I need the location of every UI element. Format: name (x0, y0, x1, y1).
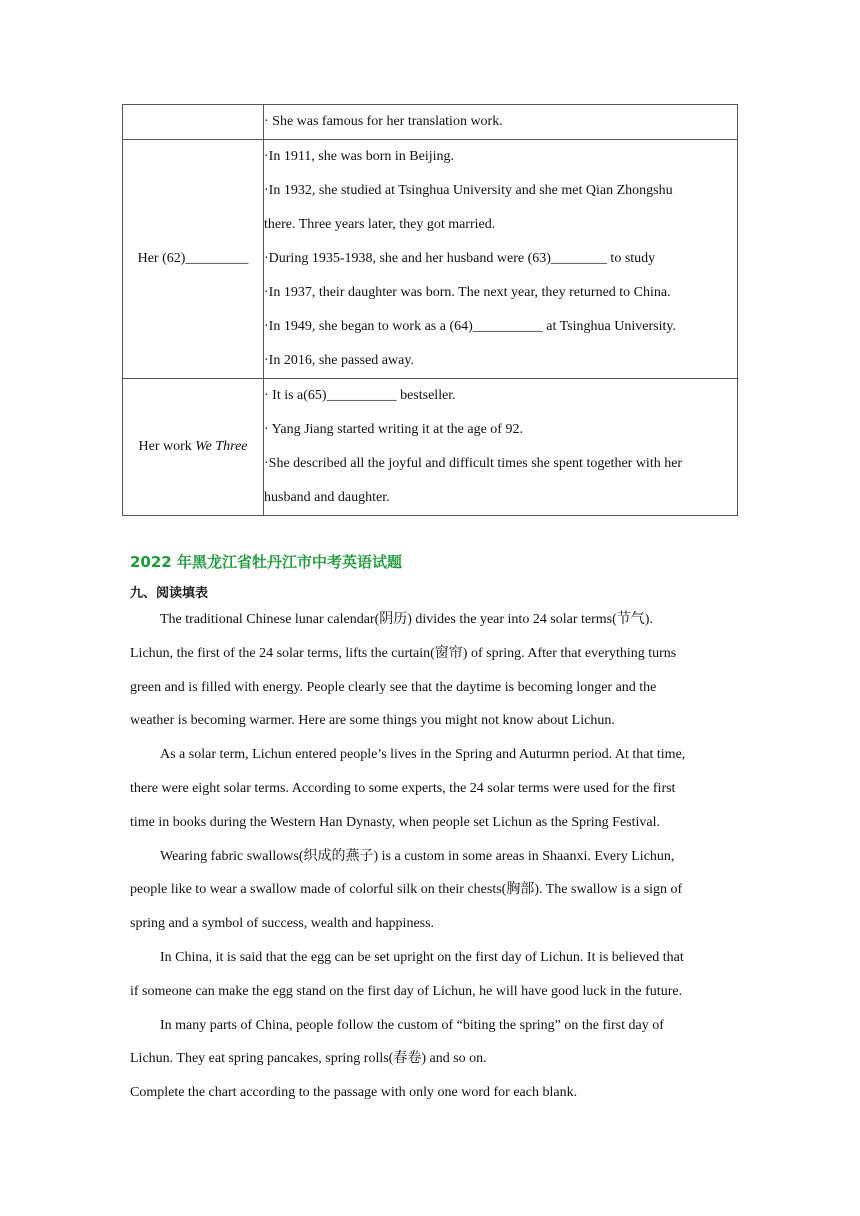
content-line: ·In 1911, she was born in Beijing. (264, 149, 455, 164)
row-content (264, 379, 738, 516)
passage-line: As a solar term, Lichun entered people’s lives in the Spring and Auturmn period. At that time, (160, 747, 686, 763)
content-line: ·In 1949, she began to work as a (64)__________ at Tsinghua University. (264, 319, 676, 334)
content-line: ·During 1935-1938, she and her husband were (63)________ to study (264, 251, 656, 266)
passage-line: if someone can make the egg stand on the first day of Lichun, he will have good luck in the future. (130, 983, 683, 999)
section-title: 2022 年黑龙江省牡丹江市中考英语试题 (130, 553, 402, 571)
passage-line: Lichun. They eat spring pancakes, spring rolls(春卷) and so on. (130, 1051, 487, 1067)
table-row (123, 379, 738, 516)
content-line: ·In 1937, their daughter was born. The next year, they returned to China. (264, 285, 671, 300)
content-line: ·In 1932, she studied at Tsinghua University and she met Qian Zhongshu (264, 183, 673, 198)
content-line: · She was famous for her translation work. (264, 114, 503, 129)
row-label (123, 105, 264, 140)
passage-line: Lichun, the first of the 24 solar terms, lifts the curtain(窗帘) of spring. After that everything turns (130, 645, 677, 661)
reading-passage (130, 603, 735, 1110)
row-label (123, 379, 264, 516)
passage-line: green and is filled with energy. People clearly see that the daytime is becoming longer and the (130, 679, 657, 695)
passage-line: weather is becoming warmer. Here are some things you might not know about Lichun. (130, 713, 615, 729)
row-content (264, 105, 738, 140)
table-row (123, 140, 738, 379)
table-row (123, 105, 738, 140)
content-line: there. Three years later, they got married. (264, 217, 496, 232)
content-line: ·In 2016, she passed away. (264, 353, 414, 368)
passage-line: there were eight solar terms. According to some experts, the 24 solar terms were used for the first (130, 780, 676, 796)
passage-line: In China, it is said that the egg can be set upright on the first day of Lichun. It is believed that (160, 949, 684, 965)
book-title: We Three (195, 439, 248, 454)
section-subtitle: 九、阅读填表 (130, 586, 209, 601)
label-prefix: Her work (138, 439, 196, 454)
content-line: · It is a(65)__________ bestseller. (264, 388, 456, 403)
content-line: · Yang Jiang started writing it at the age of 92. (264, 422, 523, 437)
row-content (264, 140, 738, 379)
passage-line: The traditional Chinese lunar calendar(阴历) divides the year into 24 solar terms(节气). (160, 612, 653, 627)
passage-line: spring and a symbol of success, wealth and happiness. (130, 916, 435, 932)
passage-line: Complete the chart according to the passage with only one word for each blank. (130, 1085, 578, 1101)
passage-line: time in books during the Western Han Dynasty, when people set Lichun as the Spring Festival. (130, 814, 661, 830)
content-line: husband and daughter. (264, 490, 390, 505)
passage-line: Wearing fabric swallows(织成的燕子) is a custom in some areas in Shaanxi. Every Lichun, (160, 848, 675, 864)
row-label: Her (62)_________ (123, 140, 264, 379)
info-table (122, 104, 738, 516)
passage-line: people like to wear a swallow made of colorful silk on their chests(胸部). The swallow is a sign of (130, 882, 683, 898)
passage-line: In many parts of China, people follow the custom of “biting the spring” on the first day of (160, 1017, 664, 1033)
content-line: ·She described all the joyful and difficult times she spent together with her (264, 456, 683, 471)
